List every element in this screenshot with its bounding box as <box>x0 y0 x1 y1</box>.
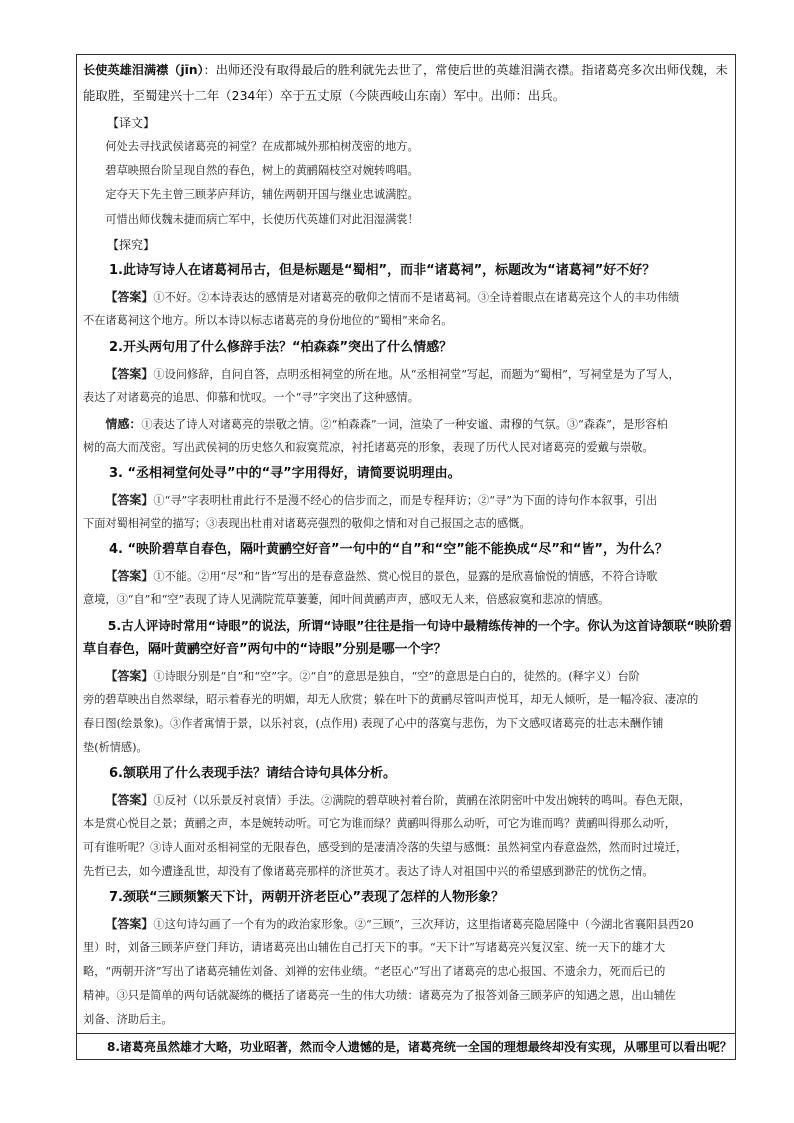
question-5-cont: 草自春色，隔叶黄鹂空好音”两句中的“诗眼”分别是哪一个字？ <box>83 642 447 657</box>
answer-2-line: 树的高大而茂密。写出武侯祠的历史悠久和寂寞荒凉，衬托诸葛亮的形象，表现了历代人民对诸葛亮的爱戴与崇敬。 <box>83 441 654 454</box>
question-7: 7.颈联“三顾频繁天下计，两朝开济老臣心”表现了怎样的人物形象？ <box>109 890 505 905</box>
answer-2-line: 【答案】①设问修辞，自问自答，点明丞相祠堂的所在地。从“丞相祠堂”写起，而题为“蜀相”，写祠堂是为了写人， <box>105 367 680 381</box>
answer-7-line: 【答案】①这句诗勾画了一个有为的政治家形象。②“三顾”，三次拜访，这里指诸葛亮隐居隆中（今湖北省襄阳县西20 <box>105 917 694 931</box>
answer-label: 【答案】 <box>105 793 154 807</box>
answer-1-line: 不在诸葛祠这个地方。所以本诗以标志诸葛亮的身份地位的“蜀相”来命名。 <box>83 314 453 327</box>
answer-label: 【答案】 <box>105 290 154 304</box>
answer-5-line: 旁的碧草映出自然翠绿，昭示着春光的明媚，却无人欣赏；躲在叶下的黄鹂尽管叫声悦耳，却无人倾听，是一幅冷寂、凄凉的 <box>83 693 699 706</box>
intro-line-2: 能取胜，至蜀建兴十二年（234年）卒于五丈原（今陕西岐山东南）军中。出师：出兵。 <box>83 88 566 103</box>
answer-3-line: 【答案】①“寻”字表明杜甫此行不是漫不经心的信步而之，而是专程拜访；②“寻”为下面的诗句作本叙事，引出 <box>105 493 658 507</box>
answer-6-line: 可有谁听呢？③诗人面对丞相祠堂的无限春色，感受到的是凄清冷落的失望与感慨：虽然祠堂内春意盎然，然而时过境迁， <box>83 841 688 854</box>
answer-3-line: 下面对蜀相祠堂的描写；③表现出杜甫对诸葛亮强烈的敬仰之情和对自己报国之志的感慨。 <box>83 517 531 530</box>
question-8: 8.诸葛亮虽然雄才大略，功业昭著，然而令人遗憾的是，诸葛亮统一全国的理想最终却没有实现，从哪里可以看出呢？ <box>107 1040 732 1054</box>
answer-label: 【答案】 <box>105 669 154 683</box>
emotion-label: 情感： <box>105 417 142 431</box>
answer-7-line: 刘备、济助后主。 <box>83 1013 173 1026</box>
answer-4-line: 【答案】①不能。②用“尽”和“皆”写出的是春意盎然、赏心悦目的景色，显露的是欣喜愉悦的情感，不符合诗歌 <box>105 569 658 583</box>
question-2: 2.开头两句用了什么修辞手法？“柏森森”突出了什么情感？ <box>109 340 453 355</box>
answer-2-emotion: 情感：①表达了诗人对诸葛亮的崇敬之情。②“柏森森”一词，渲染了一种安谧、肃穆的气氛。③“森森”，是形容柏 <box>105 417 668 431</box>
answer-label: 【答案】 <box>105 569 154 583</box>
document-frame <box>76 54 736 1060</box>
question-6: 6.颔联用了什么表现手法？请结合诗句具体分析。 <box>109 766 396 781</box>
answer-label: 【答案】 <box>105 917 154 931</box>
answer-5-line: 春日图(绘景象)。③作者寓情于景，以乐衬哀，(点作用) 表现了心中的落寞与悲伤，为下文感叹诸葛亮的壮志未酬作铺 <box>83 717 664 730</box>
answer-7-line: 略，“两朝开济”写出了诸葛亮辅佐刘备、刘禅的宏伟业绩。“老臣心”写出了诸葛亮的忠心报国、不遗余力，死而后已的 <box>83 965 666 978</box>
answer-label: 【答案】 <box>105 493 154 507</box>
translation-line: 碧草映照台阶呈现自然的春色，树上的黄鹂隔枝空对婉转鸣唱。 <box>105 164 419 177</box>
translation-line: 定夺天下先主曾三顾茅庐拜访，辅佐两朝开国与继业忠诚满腔。 <box>105 188 419 201</box>
answer-2-line: 表达了对诸葛亮的追思、仰慕和忧叹。一个“寻”字突出了这种感情。 <box>83 391 419 404</box>
intro-line-1 <box>77 57 735 83</box>
intro-term: 长使英雄泪满襟（jīn） <box>83 63 204 77</box>
answer-6-line: 先哲已去，如今遭逢乱世，却没有了像诸葛亮那样的济世英才。表达了诗人对祖国中兴的希望感到渺茫的忧伤之情。 <box>83 865 654 878</box>
explore-label: 【探究】 <box>107 238 156 252</box>
question-1: 1.此诗写诗人在诸葛祠吊古，但是标题是“蜀相”，而非“诸葛祠”，标题改为“诸葛祠”好不好？ <box>109 263 656 278</box>
answer-1-line: 【答案】①不好。②本诗表达的感情是对诸葛亮的敬仰之情而不是诸葛祠。③全诗着眼点在诸葛亮这个人的丰功伟绩 <box>105 290 680 304</box>
question-4: 4. “映阶碧草自春色，隔叶黄鹂空好音”一句中的“自”和“空”能不能换成“尽”和“皆”，为什么？ <box>109 542 668 557</box>
answer-4-line: 意境，③“自”和“空”表现了诗人见满院荒草萋萋，闻叶间黄鹂声声，感叹无人来，倍感寂寞和悲凉的情感。 <box>83 593 610 606</box>
answer-label: 【答案】 <box>105 367 154 381</box>
answer-6-line: 【答案】①反衬（以乐景反衬哀情）手法。②满院的碧草映衬着台阶，黄鹂在浓阴密叶中发出婉转的鸣叫。春色无限， <box>105 793 691 807</box>
answer-5-line: 【答案】①诗眼分别是“自”和“空”字。②“自”的意思是独自，“空”的意思是白白的，徒然的。(释字义）台阶 <box>105 669 640 683</box>
translation-label: 【译文】 <box>107 116 156 130</box>
answer-5-line: 垫(析情感)。 <box>83 741 148 754</box>
answer-7-line: 里）时，刘备三顾茅庐登门拜访，请诸葛亮出山辅佐自己打天下的事。“天下计”写诸葛亮兴复汉室、统一天下的雄才大 <box>83 941 666 954</box>
answer-6-line: 本是赏心悦目之景；黄鹂之声，本是婉转动听。可它为谁而绿？黄鹂叫得那么动听，可它为谁而鸣？黄鹂叫得那么动听， <box>83 817 676 830</box>
question-3: 3. “丞相祠堂何处寻”中的“寻”字用得好，请简要说明理由。 <box>109 466 461 481</box>
question-5: 5.古人评诗时常用“诗眼”的说法，所谓“诗眼”往往是指一句诗中最精练传神的一个字。你认为这首诗颔联“映阶碧 <box>107 618 732 633</box>
intro-text: ：出师还没有取得最后的胜利就先去世了，常使后世的英雄泪满衣襟。指诸葛亮多次出师伐魏，未 <box>203 63 728 77</box>
translation-line: 可惜出师伐魏未捷而病亡军中，长使历代英雄们对此泪湿满裳！ <box>105 213 419 226</box>
answer-7-line: 精神。③只是简单的两句话就凝练的概括了诸葛亮一生的伟大功绩：诸葛亮为了报答刘备三顾茅庐的知遇之恩，出山辅佐 <box>83 989 676 1002</box>
translation-line: 何处去寻找武侯诸葛亮的祠堂？在成都城外那柏树茂密的地方。 <box>105 140 419 153</box>
